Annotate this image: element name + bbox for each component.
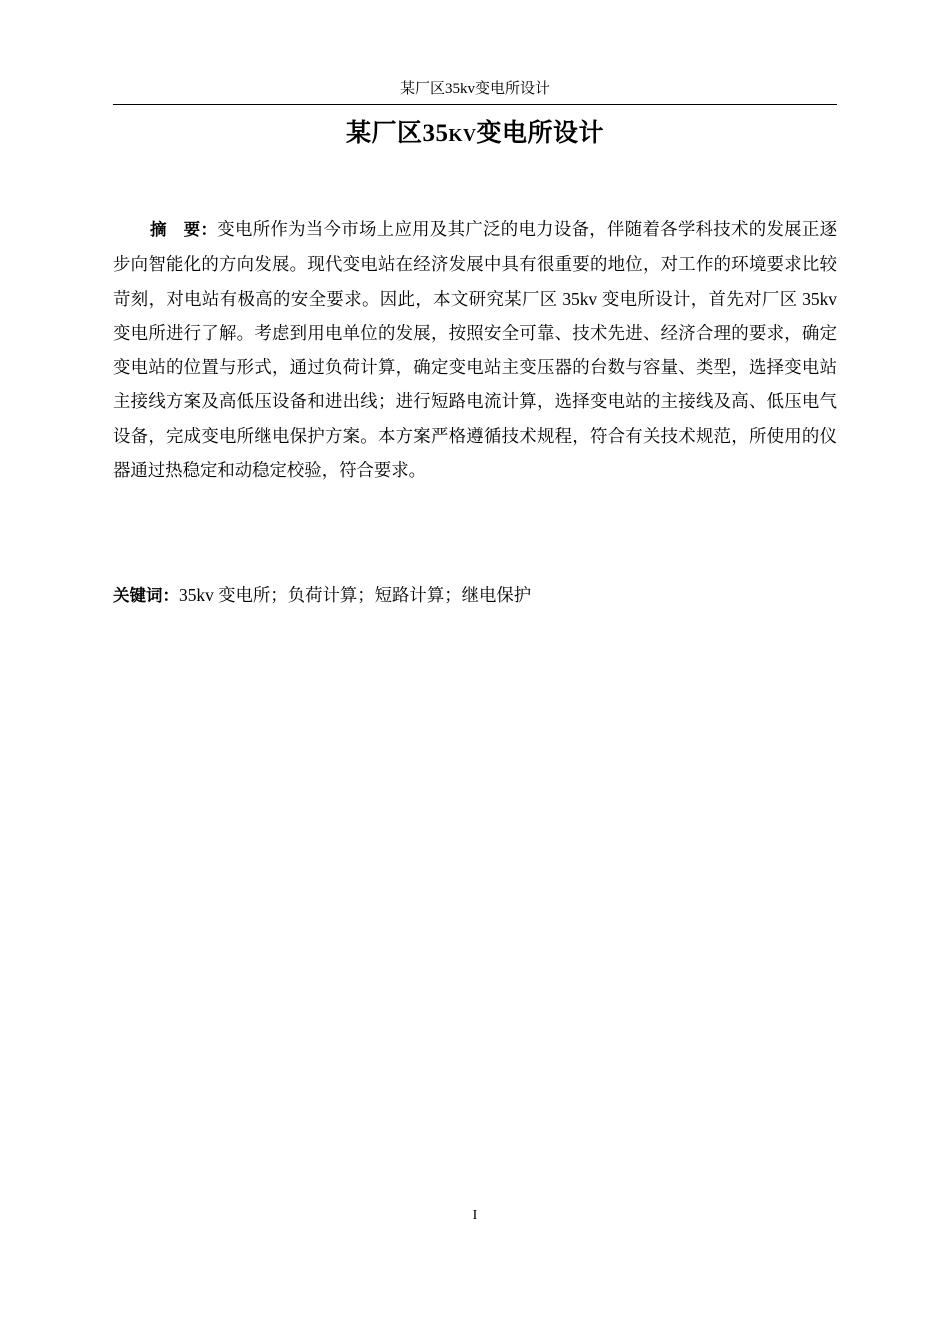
document-title — [113, 114, 837, 153]
document-title-voltage: 35kv — [422, 120, 477, 147]
page-number: I — [472, 1208, 478, 1223]
document-title-suffix: 变电所设计 — [476, 118, 605, 147]
keywords-label: 关键词： — [113, 586, 179, 605]
running-header-title: 某厂区35kv变电所设计 — [399, 81, 550, 97]
abstract-label: 摘 要： — [150, 220, 218, 239]
keywords-line — [113, 578, 837, 613]
abstract-text: 变电所作为当今市场上应用及其广泛的电力设备，伴随着各学科技术的发展正逐步向智能化的方向发展。现代变电站在经济发展中具有很重要的地位，对工作的环境要求比较苛刻，对电站有极高的安全要求。因此，本文研究某厂区 35kv 变电所设计，首先对厂区 35kv 变电所进行了解。考虑到用电单位的发展，按照安全可靠、技术先进、经济合理的要求，确定变电站的位置与形式，通过负荷计算，确定变电站主变压器的台数与容量、类型，选择变电站主接线方案及高低压设备和进出线；进行短路电流计算，选择变电站的主接线及高、低压电气设备，完成变电所继电保护方案。本方案严格遵循技术规程，符合有关技术规范，所使用的仪器通过热稳定和动稳定校验，符合要求。 — [113, 219, 837, 481]
running-header — [113, 78, 837, 105]
keywords-text: 35kv 变电所；负荷计算；短路计算；继电保护 — [179, 585, 532, 605]
abstract-paragraph — [113, 212, 837, 487]
document-title-prefix: 某厂区 — [345, 118, 423, 147]
